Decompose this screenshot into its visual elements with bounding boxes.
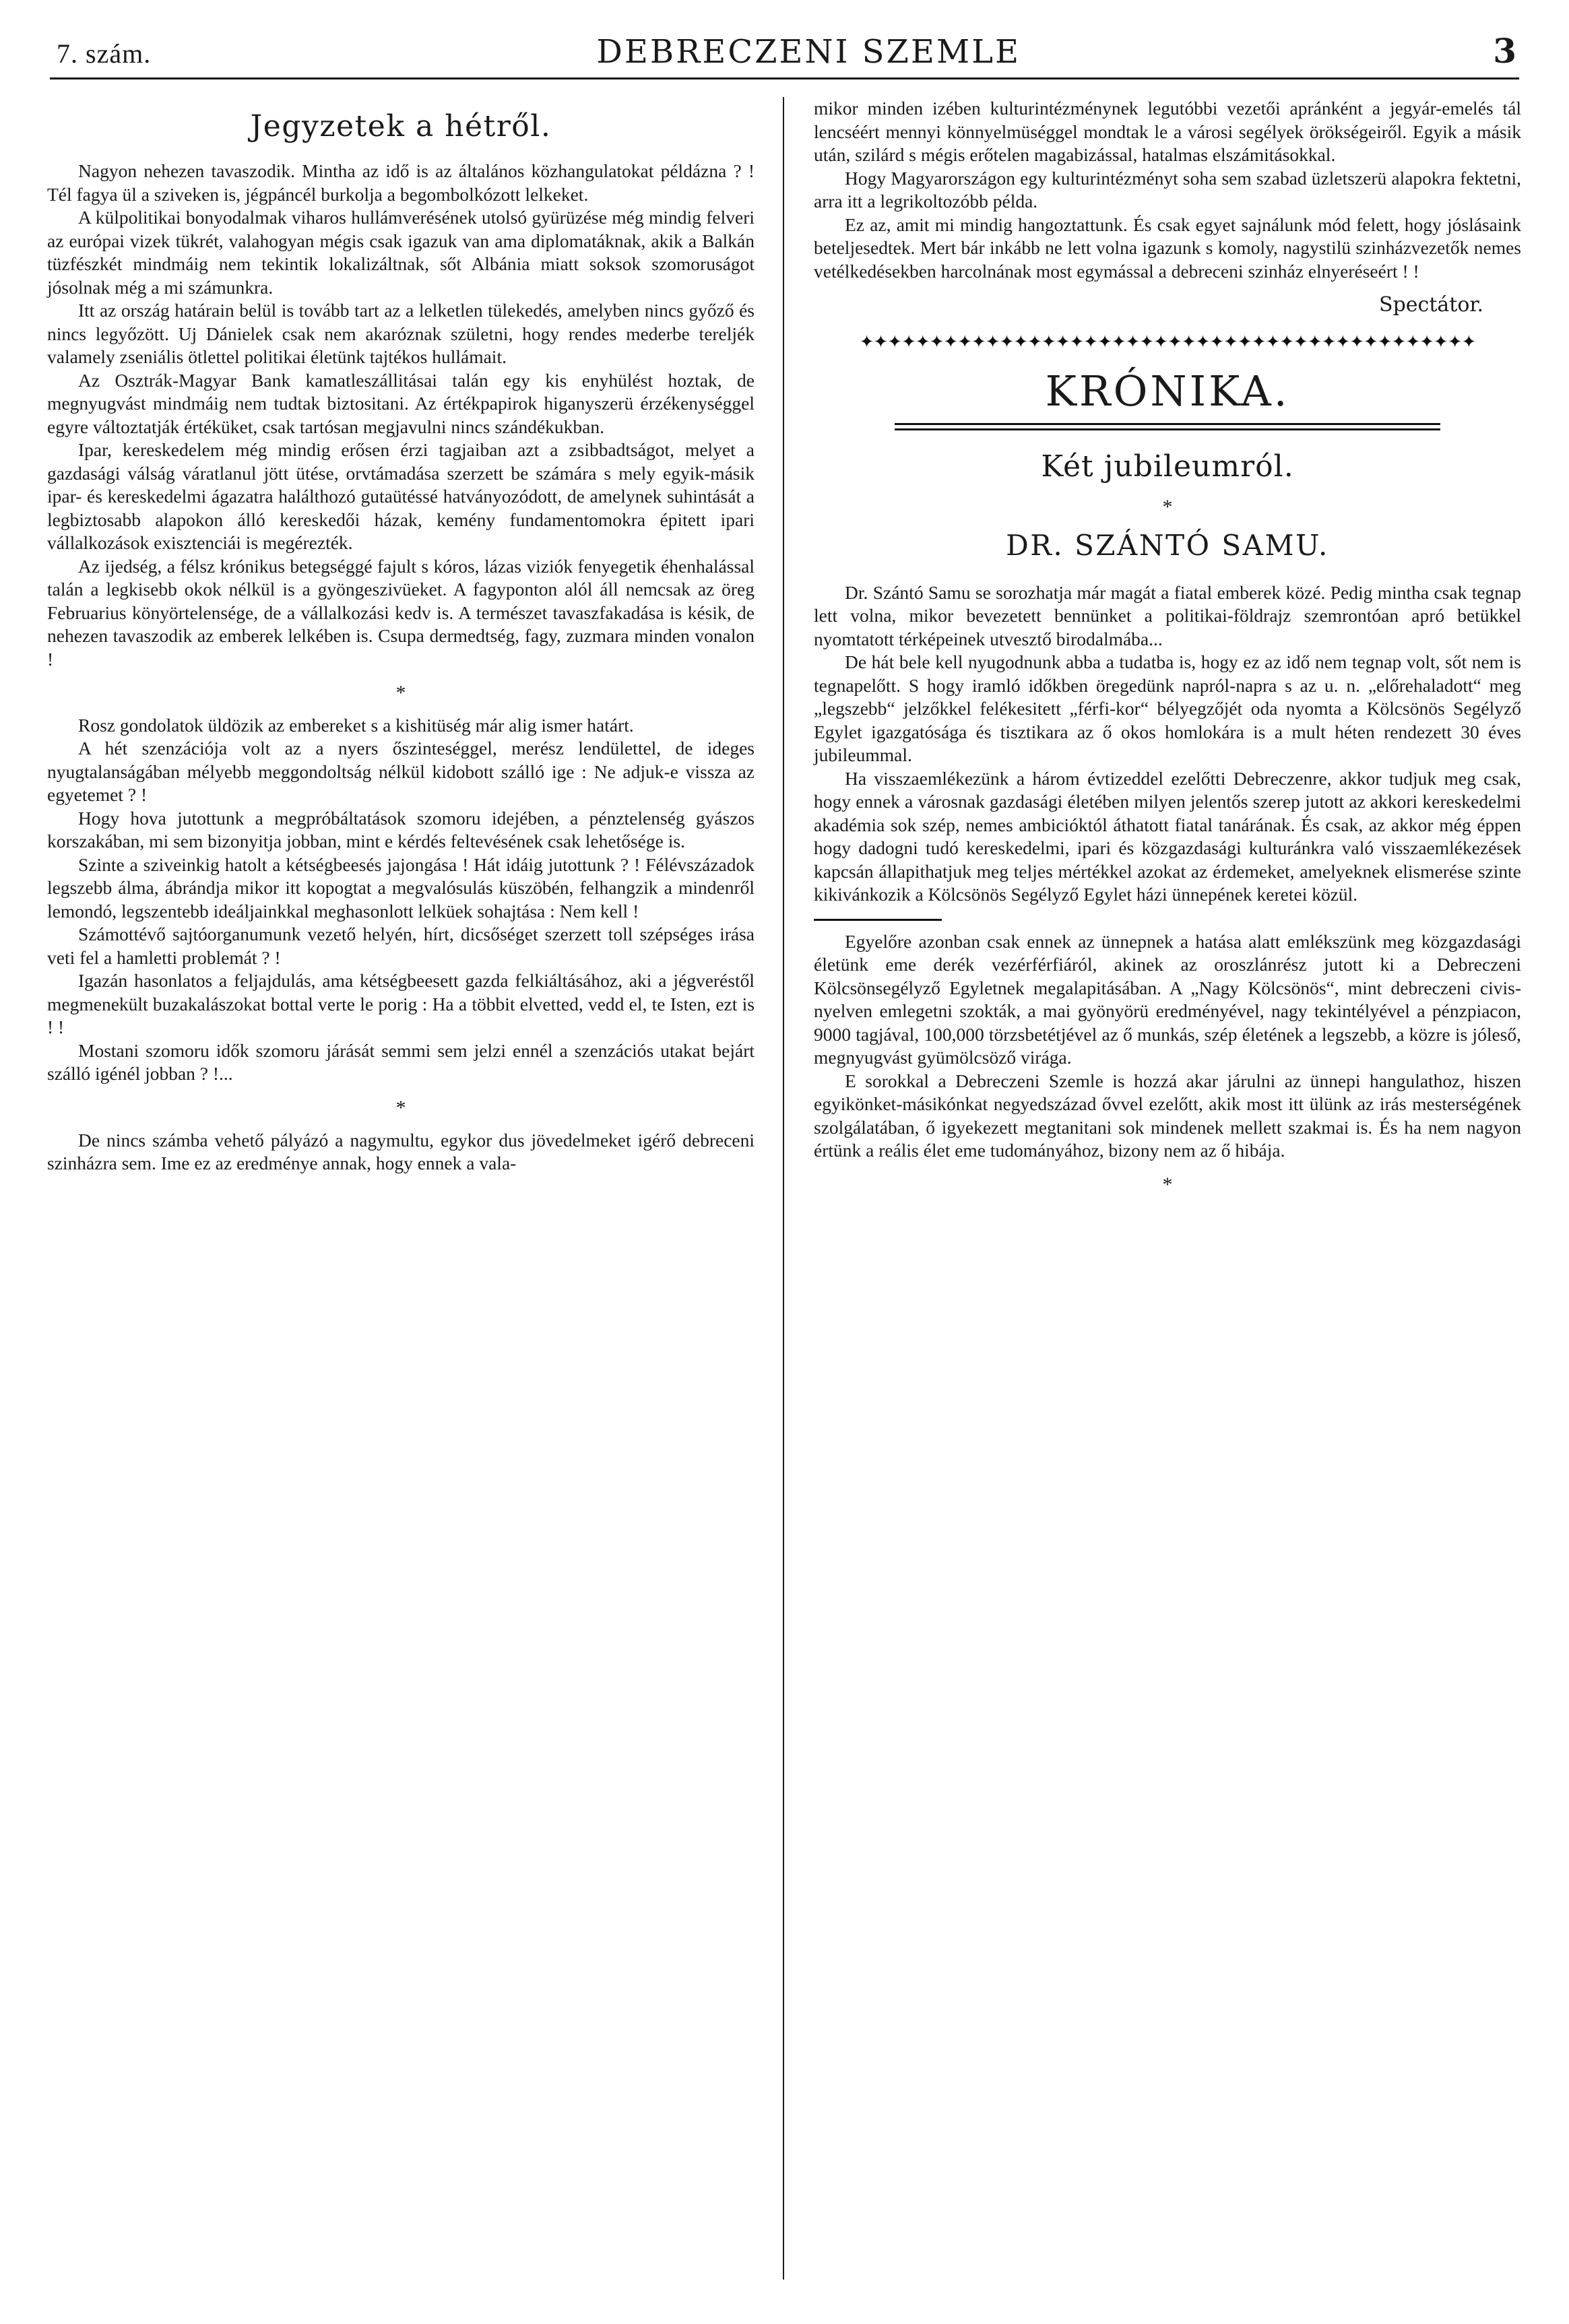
paragraph: Hogy Magyarországon egy kulturintézményt soha sem szabad üzletszerü alapokra fektetni, arra itt a legrikoltozóbb példa. xyxy=(814,167,1521,212)
article-signature: Spectátor. xyxy=(1379,293,1483,317)
paragraph: Mostani szomoru idők szomoru járását semmi sem jelzi ennél a szenzációs utakat bejárt szálló igénél jobban ? !... xyxy=(47,1039,755,1085)
masthead xyxy=(47,31,1522,71)
paragraph: Hogy hova jutottunk a megpróbáltatások szomoru idejében, a pénztelenség gyászos korszakában, mi sem bizonyitja jobban, mint e kérdés feltevésének csak lehetősége is. xyxy=(47,807,755,852)
column-container xyxy=(47,97,1522,2280)
paragraph: Nagyon nehezen tavaszodik. Mintha az idő is az általános közhangulatokat példázna ? ! Tél fagya ül a sziveken is, jégpáncél burkolja a begombolkózott lelkeket. xyxy=(47,160,755,205)
article-title: Jegyzetek a hétről. xyxy=(250,109,552,143)
section-separator-star: * xyxy=(395,682,406,705)
subsection-title: Két jubileumról. xyxy=(1041,449,1294,484)
paragraph: A hét szenzációja volt az a nyers őszinteséggel, merész lendülettel, de ideges nyugtalanságában mélyebb meggondoltság nélkül kidobott szálló ige : Ne adjuk-e vissza az egyetemet ? ! xyxy=(47,738,755,806)
paragraph: Az Osztrák-Magyar Bank kamatleszállitásai talán egy kis enyhülést hoztak, de megnyugvást mindmáig nem tudtak biztositani. Az értékpapirok higanyszerü érzékenységgel egyre változtatják értéküket, csak tartósan megjavulni nincs szándékukban. xyxy=(47,369,755,437)
issue-number: 7. szám. xyxy=(57,38,152,69)
paragraph: Dr. Szántó Samu se sorozhatja már magát a fiatal emberek közé. Pedig mintha csak tegnap lett volna, mikor bevezetett bennünket a politikai-földrajz szemrontóan apró betükkel nyomtatott térképeinek utvesztő birodalmába... xyxy=(814,581,1521,649)
right-column xyxy=(784,97,1521,2280)
paragraph: Ha visszaemlékezünk a három évtizeddel ezelőtti Debreczenre, akkor tudjuk meg csak, hogy ennek a városnak gazdasági életében milyen jelentős szerep jutott az akkori kereskedelmi akadémia sok szép, nemes ambicióktól áthatott fiatal tanárának. És csak, az akkor még éppen hogy dadogni tudó kereskedelmi, ipari és közgazdasági kulturánkra való visszaemlékezések kapcsán állapithatjuk meg teljes mértékkel azokat az érdemeket, amelyeknek elismerése szinte kikivánkozik a Kölcsönös Segélyző Egylet házi ünnepének keretei közül. xyxy=(814,767,1521,905)
end-star: * xyxy=(1162,1173,1173,1196)
paragraph: Ipar, kereskedelem még mindig erősen érzi tagjaiban azt a zsibbadtságot, melyet a gazdasági válság váratlanul jött ütése, orvtámadása szerzett be számára s mely egyik-másik ipar- és kereskedelmi ágazatra halálthozó gutaütéssé hatványozódott, de amelynek suhintását a legbiztosabb alapokon álló kereskedői házak, kemény fundamentomokra épitett ipari vállalkozások exisztenciái is megérezték. xyxy=(47,439,755,554)
paragraph: Rosz gondolatok üldözik az embereket s a kishitüség már alig ismer határt. xyxy=(78,714,634,736)
paragraph: A külpolitikai bonyodalmak viharos hullámverésének utolsó gyürüzése még mindig felveri az európai vizek tükrét, valahogyan mégis csak igazuk van ama diplomatáknak, akik a Balkán tüzfészkét mindmáig nem tekintik lokalizáltnak, sőt Albánia miatt soksok szomoruságot jósolnak még a mi számunkra. xyxy=(47,207,755,298)
ornamental-divider: ✦✦✦✦✦✦✦✦✦✦✦✦✦✦✦✦✦✦✦✦✦✦✦✦✦✦✦✦✦✦✦✦✦✦✦✦✦✦✦✦✦✦✦✦ xyxy=(859,331,1476,352)
left-column xyxy=(47,97,784,2280)
masthead-divider xyxy=(50,77,1519,79)
paragraph: Az ijedség, a félsz krónikus betegséggé fajult s kóros, lázas viziók fenyegetik éhenhalással talán a legkisebb okok nélkül is a gyöngeszivüeket. A fagyponton alól áll nemcsak az öreg Februarius könyörtelensége, de a vállalkozási kedv is. A természet tavaszfakadása is késik, de nehezen tavaszodik az emberek lelkében is. Csupa dermedtség, fagy, zuzmara minden vonalon ! xyxy=(47,555,755,670)
paragraph: Ez az, amit mi mindig hangoztattunk. És csak egyet sajnálunk mód felett, hogy jóslásaink beteljesedtek. Mert bár inkább ne lett volna igazunk s komoly, nagystilü szinházvezetők nemes vetélkedésekben harcolnának most egymással a debreceni szinház elnyeréseért ! ! xyxy=(814,214,1521,282)
page-number: 3 xyxy=(1493,31,1516,71)
paragraph: Itt az ország határain belül is tovább tart az a lelketlen tülekedés, amelyben nincs győző és nincs legyőzött. Uj Dánielek csak nem akaróznak születni, hogy rendes mederbe tereljék valamely zseniális ötlettel politikai életünk tajtékos hullámait. xyxy=(47,300,755,368)
paragraph: Szinte a sziveinkig hatolt a kétségbeesés jajongása ! Hát idáig jutottunk ? ! Félévszázadok legszebb álma, ábrándja mikor itt kopogtat a megvalósulás küszöbén, felhangzik a mindenről lemondó, legszentebb ideáljainkkal meghasonlott lelküek sohajtása : Nem kell ! xyxy=(47,853,755,922)
person-name-heading: DR. SZÁNTÓ SAMU. xyxy=(1006,528,1329,562)
publication-title: DEBRECZENI SZEMLE xyxy=(596,33,1021,71)
paragraph: De nincs számba vehető pályázó a nagymultu, egykor dus jövedelmeket igérő debreceni szinházra sem. Ime ez az eredménye annak, hogy ennek a vala- xyxy=(47,1129,755,1173)
paragraph: Számottévő sajtóorganumunk vezető helyén, hírt, dicsőséget szerzett toll szépséges irása veti fel a hamletti problemát ? ! xyxy=(47,924,755,968)
paragraph: De hát bele kell nyugodnunk abba a tudatba is, hogy ez az idő nem tegnap volt, sőt nem is tegnapelőtt. S hogy iramló időkben öregedünk napról-napra s az u. n. „előrehaladott“ meg „legszebb“ jelzőkkel felékesitett „férfi-kor“ bélyegzőjét oda nyomta a Kölcsönös Segélyző Egylet igazgatósága és tisztikara az ő okos homlokára is a mult héten rendezett 30 éves jubileummal. xyxy=(814,651,1521,766)
section-title: KRÓNIKA. xyxy=(1045,366,1290,416)
paragraph: Egyelőre azonban csak ennek az ünnepnek a hatása alatt emlékszünk meg közgazdasági életünk eme derék vezérférfiáról, akinek az oroszlánrész jutott ki a Debreczeni Kölcsönsegélyző Egyletnek megalapitásában. A „Nagy Kölcsönös“, mint debreczeni civis-nyelven emlegetni szokták, a mai gyönyörü eredményével, nagy tekintélyével a pénzpiacon, 9000 tagjával, 100,000 törzsbetétjével az ő munkás, szép életének a legszebb, a közre is jóleső, megnyugvást gyümölcsöző virága. xyxy=(814,930,1521,1068)
subsection-star: * xyxy=(1162,496,1173,519)
section-divider xyxy=(895,423,1440,430)
paragraph-continuation: mikor minden izében kulturintézménynek legutóbbi vezetői apránként a jegyár-emelés tál lencséért mennyi könnyelmüséggel mondtak le a városi segélyek örökségeiről. Egyik a másik után, szilárd s mégis erőtelen magabizással, hatalmas elszámitásokkal. xyxy=(814,98,1521,165)
section-separator-star: * xyxy=(395,1096,406,1119)
paragraph: E sorokkal a Debreczeni Szemle is hozzá akar járulni az ünnepi hangulathoz, hiszen egyikönket-másikónkat negyedszázad ővvel ezelőtt, akik most itt ülünk az irás mesterségének szolgálatában, ő igyekezett megtanitani sok mindenek mellett szakmai is. És ha nem nagyon értünk a reális élet eme tudományához, bizony nem az ő hibája. xyxy=(814,1070,1521,1161)
paragraph-rule xyxy=(814,919,942,921)
paragraph: Igazán hasonlatos a feljajdulás, ama kétségbeesett gazda felkiáltásához, aki a jégveréstől megmenekült buzakalászokat bottal verte le porig : Ha a többit elvetted, vedd el, te Isten, ezt is ! ! xyxy=(47,970,755,1038)
